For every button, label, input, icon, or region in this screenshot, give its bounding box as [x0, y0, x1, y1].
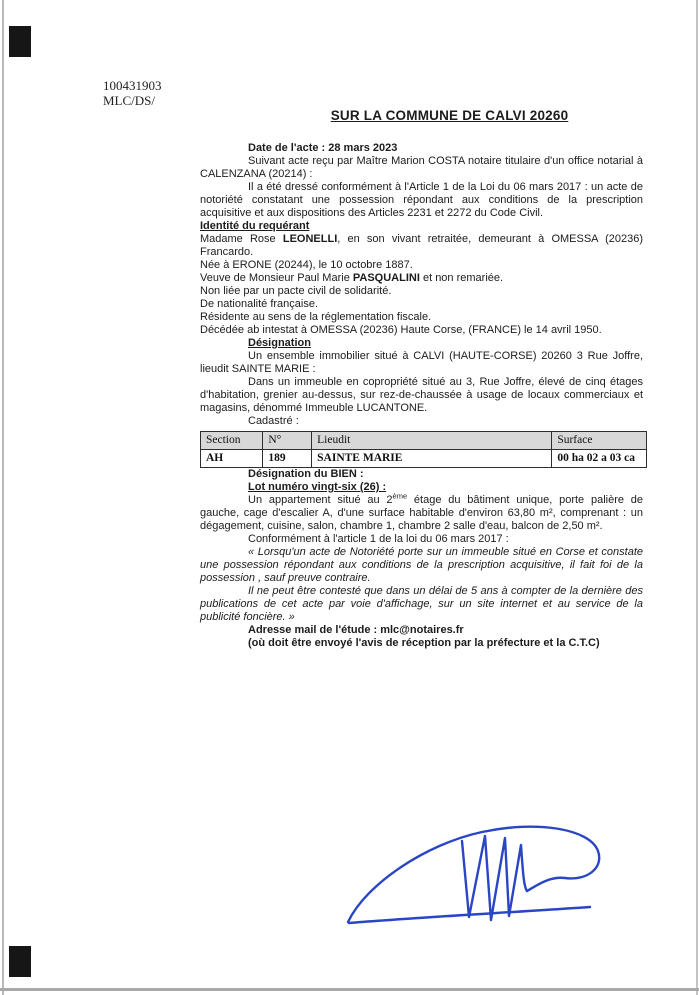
- cadastre-header-numero: N°: [263, 432, 312, 450]
- scan-punch-mark-bottom: [9, 946, 31, 977]
- cadastre-cell-numero: 189: [263, 450, 312, 468]
- file-reference-initials: MLC/DS/: [103, 93, 156, 108]
- cadastre-header-section: Section: [201, 432, 263, 450]
- signature-zigzag: [462, 836, 527, 920]
- designation-heading: Désignation: [248, 337, 311, 349]
- file-reference-block: [103, 78, 162, 108]
- act-intro-paragraph: Suivant acte reçu par Maître Marion COSTA notaire titulaire d'un office notarial à CALENZANA (20214) :: [200, 155, 643, 180]
- cadastre-header-lieudit: Lieudit: [312, 432, 552, 450]
- requester-name: LEONELLI: [282, 233, 338, 245]
- reception-note-line: (où doit être envoyé l'avis de réception par la préfecture et la C.T.C): [248, 637, 600, 649]
- document-body: [200, 142, 643, 650]
- office-email-line: Adresse mail de l'étude : mlc@notaires.fr: [248, 624, 464, 636]
- identity-deceased-line: Décédée ab intestat à OMESSA (20236) Haute Corse, (FRANCE) le 14 avril 1950.: [200, 324, 602, 336]
- legal-intro-line: Conformément à l'article 1 de la loi du 06 mars 2017 :: [248, 533, 509, 545]
- designation-ensemble-paragraph: Un ensemble immobilier situé à CALVI (HAUTE-CORSE) 20260 3 Rue Joffre, lieudit SAINTE MARIE :: [200, 350, 643, 375]
- apartment-paragraph: Un appartement situé au 2ème étage du bâtiment unique, porte palière de gauche, cage d'escalier A, d'une surface habitable d'environ 63,80 m², comprenant : un dégagement, cuisine, salon, chambre 1, chambre 2 salle d'eau, balcon de 2,50 m².: [200, 491, 643, 532]
- cadastre-header-row: [201, 432, 647, 450]
- identity-resident-line: Résidente au sens de la réglementation fiscale.: [200, 311, 432, 323]
- cadastre-label: Cadastré :: [248, 415, 299, 427]
- scan-punch-mark-top: [9, 26, 31, 57]
- scan-left-edge-line: [2, 0, 4, 995]
- document-title: SUR LA COMMUNE DE CALVI 20260: [330, 108, 569, 123]
- cadastre-cell-section: AH: [201, 450, 263, 468]
- designation-immeuble-paragraph: Dans un immeuble en copropriété situé au 3, Rue Joffre, élevé de cinq étages d'habitation, grenier au-dessus, sur rez-de-chaussée à usage de locaux commerciaux et magasins, dénommé Immeuble LUCANTONE.: [200, 376, 643, 414]
- cadastre-table: [200, 431, 647, 468]
- act-date-line: Date de l'acte : 28 mars 2023: [248, 142, 398, 154]
- legal-quote-1: « Lorsqu'un acte de Notoriété porte sur un immeuble situé en Corse et constate une possession répondant aux conditions de la prescription acquisitive, il fait foi de la possession , sauf preuve contraire.: [200, 546, 643, 584]
- scan-bottom-edge-line: [0, 988, 699, 991]
- identity-madame-paragraph: Madame Rose LEONELLI, en son vivant retraitée, demeurant à OMESSA (20236) Francardo.: [200, 233, 644, 258]
- legal-quote-2: Il ne peut être contesté que dans un délai de 5 ans à compter de la dernière des publications de cet acte par voie d'affichage, sur un site internet et au service de la publicité foncière. »: [200, 585, 643, 623]
- cadastre-cell-surface: 00 ha 02 a 03 ca: [552, 450, 647, 468]
- identity-nationality-line: De nationalité française.: [200, 298, 319, 310]
- identity-born-line: Née à ERONE (20244), le 10 octobre 1887.: [200, 259, 413, 271]
- scan-right-edge-line: [696, 0, 698, 995]
- identity-heading: Identité du requérant: [200, 220, 310, 232]
- identity-pacs-line: Non liée par un pacte civil de solidarité.: [200, 285, 392, 297]
- cadastre-header-surface: Surface: [552, 432, 647, 450]
- cadastre-cell-lieudit: SAINTE MARIE: [312, 450, 552, 468]
- file-reference-number: 100431903: [103, 78, 162, 93]
- identity-widow-line: Veuve de Monsieur Paul Marie PASQUALINI et non remariée.: [200, 272, 504, 284]
- lot-heading: Lot numéro vingt-six (26) :: [248, 481, 387, 493]
- spouse-name: PASQUALINI: [352, 272, 420, 284]
- ordinal-superscript: ème: [392, 491, 408, 501]
- cadastre-data-row: [201, 450, 647, 468]
- act-drafted-paragraph: Il a été dressé conformément à l'Article 1 de la Loi du 06 mars 2017 : un acte de notoriété constatant une possession répondant aux conditions de la prescription acquisitive et aux dispositions des Articles 2231 et 2272 du Code Civil.: [200, 181, 643, 219]
- handwritten-signature: [338, 820, 614, 932]
- bien-heading: Désignation du BIEN :: [248, 468, 364, 480]
